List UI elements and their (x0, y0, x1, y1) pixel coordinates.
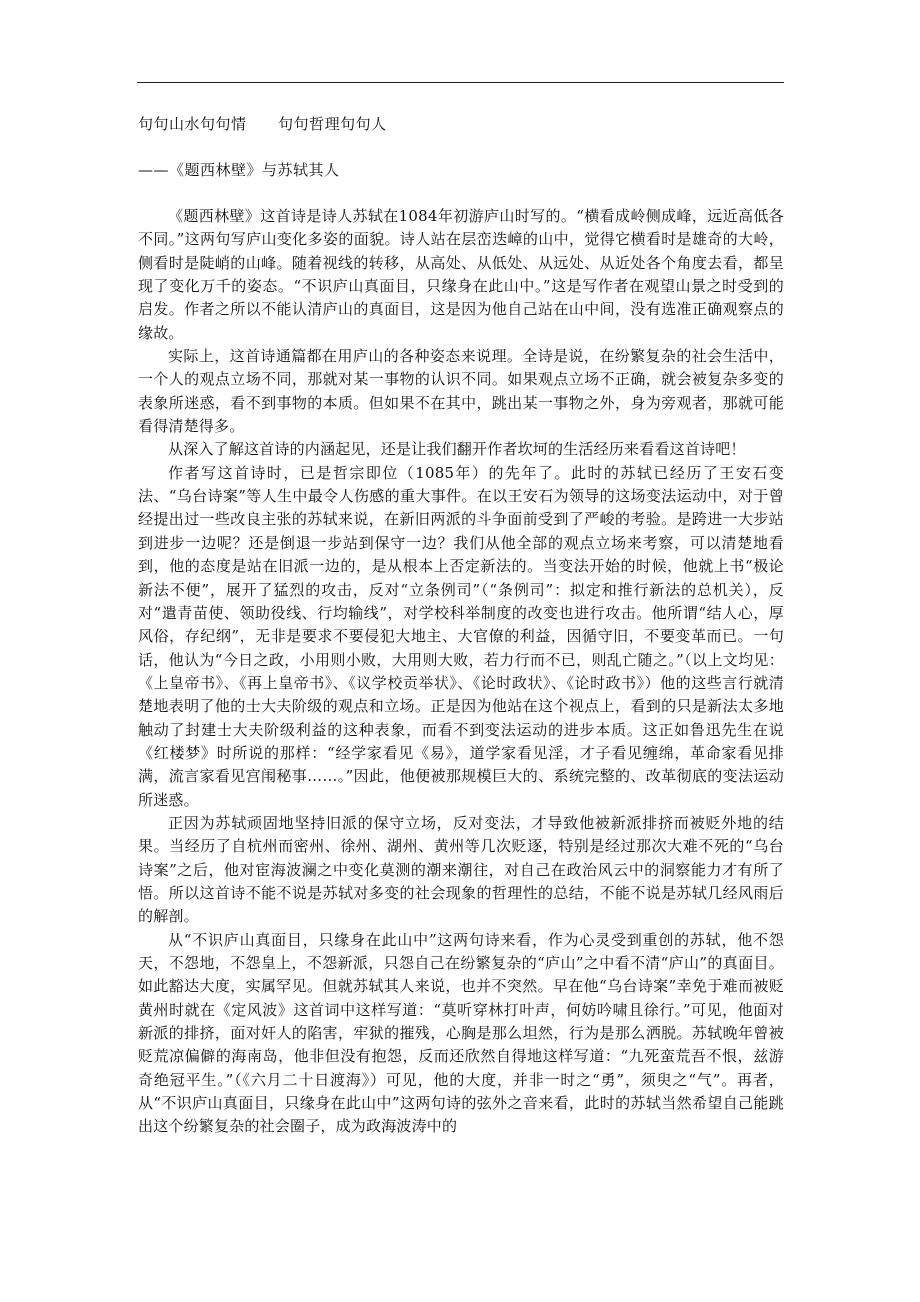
paragraph-4: 作者写这首诗时，已是哲宗即位（1085年）的先年了。此时的苏轼已经历了王安石变法、“乌台诗案”等人生中最令人伤感的重大事件。在以王安石为领导的这场变法运动中，对于曾经提出过一些改良主张的苏轼来说，在新旧两派的斗争面前受到了严峻的考验。是跨进一大步站到进步一边呢？还是倒退一步站到保守一边？我们从他全部的观点立场来考察，可以清楚地看到，他的态度是站在旧派一边的，是从根本上否定新法的。当变法开始的时候，他就上书“极论新法不便”，展开了猛烈的攻击，反对“立条例司”（“条例司”：拟定和推行新法的总机关），反对“遣青苗使、领助役线、行均输线”，对学校科举制度的改变也进行攻击。他所谓“结人心，厚风俗，存纪纲”，无非是要求不要侵犯大地主、大官僚的利益，因循守旧，不要变革而已。一句话，他认为“今日之政，小用则小败，大用则大败，若力行而不已，则乱亡随之。”（以上文均见：《上皇帝书》、《再上皇帝书》、《议学校贡举状》、《论时政状》、《论时政书》）他的这些言行就清楚地表明了他的士大夫阶级的观点和立场。正是因为他站在这个视点上，看到的只是新法太多地触动了封建士大夫阶级利益的这种表象，而看不到变法运动的进步本质。这正如鲁迅先生在说《红楼梦》时所说的那样：“经学家看见《易》，道学家看见淫，才子看见缠绵，革命家看见排满，流言家看见宫闱秘事……。”因此，他便被那规模巨大的、系统完整的、改革彻底的变法运动所迷惑。 (138, 463, 784, 809)
header-rule (137, 82, 784, 83)
page-title: 句句山水句句情 句句哲理句句人 (138, 115, 387, 133)
article-body (138, 205, 784, 1139)
page-subtitle: ——《题西林壁》与苏轼其人 (138, 161, 340, 179)
paragraph-5: 正因为苏轼顽固地坚持旧派的保守立场，反对变法，才导致他被新派排挤而被贬外地的结果。当经历了自杭州而密州、徐州、湖州、黄州等几次贬逐，特别是经过那次大难不死的“乌台诗案”之后，他对宦海波澜之中变化莫测的潮来潮往，对自己在政治风云中的洞察能力才有所了悟。所以这首诗不能不说是苏轼对多变的社会现象的哲理性的总结，不能不说是苏轼几经风雨后的解剖。 (138, 813, 784, 926)
paragraph-2: 实际上，这首诗通篇都在用庐山的各种姿态来说理。全诗是说，在纷繁复杂的社会生活中，一个人的观点立场不同，那就对某一事物的认识不同。如果观点立场不正确，就会被复杂多变的表象所迷惑，看不到事物的本质。但如果不在其中，跳出某一事物之外，身为旁观者，那就可能看得清楚得多。 (138, 347, 784, 436)
paragraph-6: 从“不识庐山真面目，只缘身在此山中”这两句诗来看，作为心灵受到重创的苏轼，他不怨天，不怨地，不怨皇上，不怨新派，只怨自己在纷繁复杂的“庐山”之中看不清“庐山”的真面目。如此豁达大度，实属罕见。但就苏轼其人来说，也并不突然。早在他“乌台诗案”幸免于难而被贬黄州时就在《定风波》这首词中这样写道：“莫听穿林打叶声，何妨吟啸且徐行。”可见，他面对新派的排挤，面对奸人的陷害，牢狱的摧残，心胸是那么坦然，行为是那么洒脱。苏轼晚年曾被贬荒凉偏僻的海南岛，他非但没有抱怨，反而还欣然自得地这样写道：“九死蛮荒吾不恨，兹游奇绝冠平生。”（《六月二十日渡海》）可见，他的大度，并非一时之“勇”，须臾之“气”。再者，从“不识庐山真面目，只缘身在此山中”这两句诗的弦外之音来看，此时的苏轼当然希望自己能跳出这个纷繁复杂的社会圈子，成为政海波涛中的 (138, 930, 784, 1136)
paragraph-3: 从深入了解这首诗的内涵起见，还是让我们翻开作者坎坷的生活经历来看看这首诗吧！ (168, 440, 746, 459)
paragraph-1: 《题西林壁》这首诗是诗人苏轼在1084年初游庐山时写的。“横看成岭侧成峰，远近高低各不同。”这两句写庐山变化多姿的面貌。诗人站在层峦迭嶂的山中，觉得它横看时是雄奇的大岭，侧看时是陡峭的山峰。随着视线的转移，从高处、从低处、从远处、从近处各个角度去看，都呈现了变化万千的姿态。“不识庐山真面目，只缘身在此山中。”这是写作者在观望山景之时受到的启发。作者之所以不能认清庐山的真面目，这是因为他自己站在山中间，没有选准正确观察点的缘故。 (138, 207, 784, 342)
